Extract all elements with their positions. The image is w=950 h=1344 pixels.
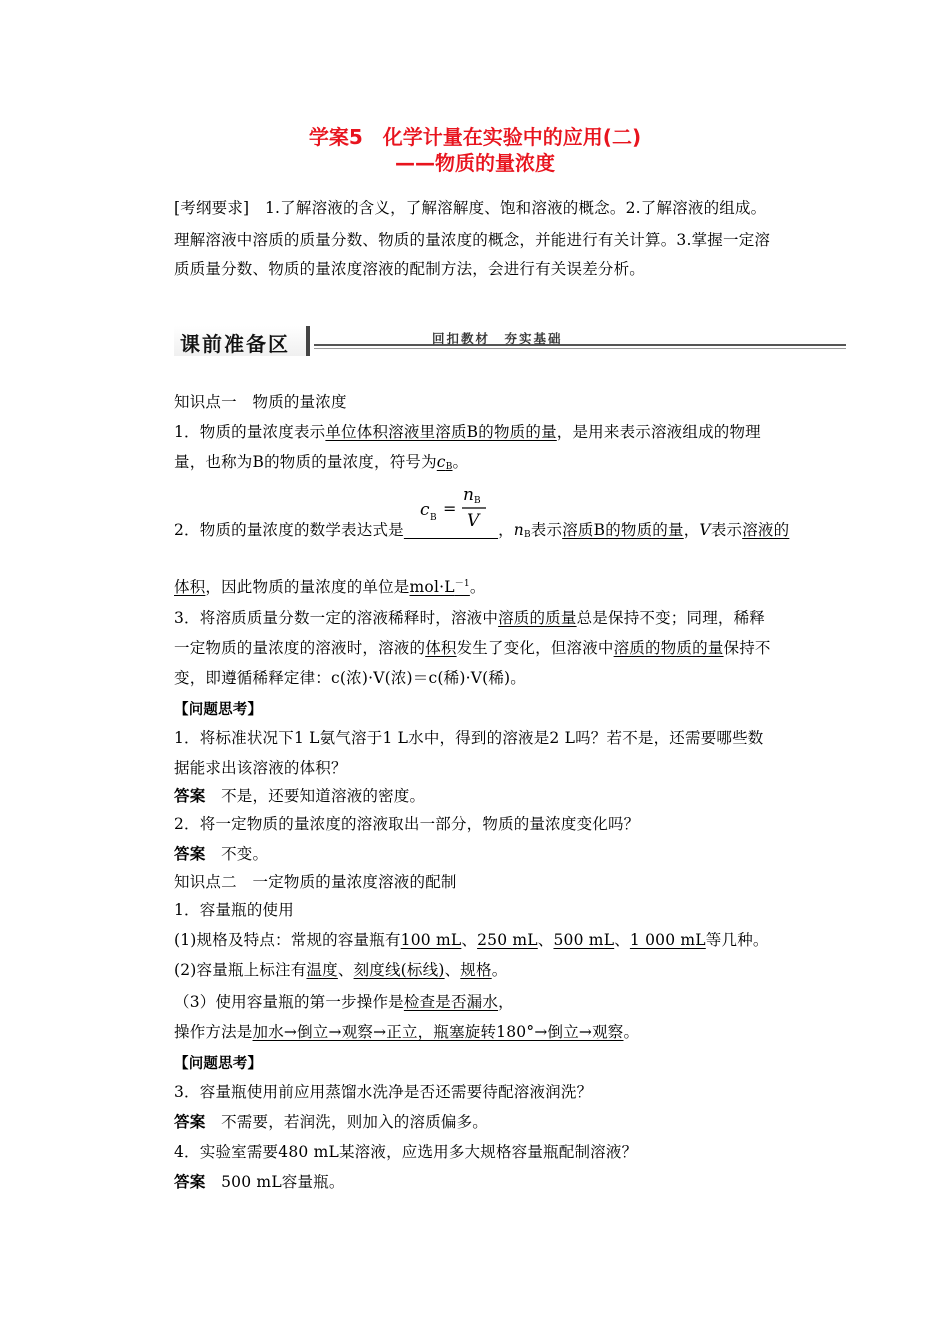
answer-underline: 溶质的物质的量 (613, 639, 724, 657)
question-4: 4．实验室需要480 mL某溶液，应选用多大规格容量瓶配制溶液？ (174, 1143, 638, 1161)
answer-3: 答案 不需要，若润洗，则加入的溶质偏多。 (174, 1113, 489, 1131)
requirements-label: [考纲要求] (174, 199, 250, 217)
formula-numerator: n (463, 485, 474, 505)
dilution-law: c(浓)·V(浓)＝c(稀)·V(稀)。 (331, 669, 526, 687)
formula-numerator-sub: B (474, 496, 481, 506)
requirements-line-2: 理解溶液中溶质的质量分数、物质的量浓度的概念，并能进行有关计算。3.掌握一定溶 (174, 231, 771, 249)
answer-underline: $c_B$ (436, 453, 453, 472)
answer-underline: 刻度线(标线) (353, 961, 445, 979)
answer-underline: 250 mL (477, 931, 538, 949)
answer-underline: 体积 (174, 578, 206, 597)
k2-line-2: (2)容量瓶上标注有温度、刻度线(标线)、规格。 (174, 961, 508, 979)
k1-p1-line2: 量，也称为B的物质的量浓度，符号为$c_B$。 (174, 453, 469, 472)
banner-label-box (174, 326, 310, 356)
k2-line-1: (1)规格及特点：常规的容量瓶有100 mL、250 mL、500 mL、1 000 mL等几种。 (174, 931, 769, 949)
page-title: 学案5 化学计量在实验中的应用(二) (308, 125, 642, 149)
answer-1: 答案 不是，还要知道溶液的密度。 (174, 787, 426, 805)
k1-p2-line1: 2．物质的量浓度的数学表达式是 ，$n_B$表示溶质B的物质的量，V表示溶液的 (174, 521, 790, 540)
answer-underline: 500 mL (553, 931, 615, 949)
answer-underline: 100 mL (400, 931, 462, 949)
k2-line-3: （3）使用容量瓶的第一步操作是检查是否漏水， (174, 993, 514, 1011)
banner-rule-thin (314, 348, 846, 349)
k1-p1-line1: 1．物质的量浓度表示单位体积溶液里溶质B的物质的量，是用来表示溶液组成的物理 (174, 423, 761, 441)
k1-p2-line2: 体积，因此物质的量浓度的单位是$mol\cdot L^{-1}$。 (174, 578, 486, 597)
section-banner (174, 326, 846, 358)
banner-label: 课前准备区 (180, 332, 290, 356)
requirements-line-1: [考纲要求] 1.了解溶液的含义，了解溶解度、饱和溶液的概念。2.了解溶液的组成。 (174, 199, 767, 217)
answer-underline: 溶质的质量 (498, 609, 577, 627)
page-subtitle: ——物质的量浓度 (395, 151, 555, 175)
think-label-2: 【问题思考】 (174, 1056, 263, 1072)
answer-underline: 1 000 mL (629, 931, 706, 949)
think-label-1: 【问题思考】 (174, 702, 263, 718)
answer-label: 答案 (174, 787, 206, 805)
answer-underline: 体积 (425, 639, 457, 657)
answer-label: 答案 (174, 1173, 206, 1191)
answer-underline: 规格 (460, 961, 492, 979)
question-1-line1: 1．将标准状况下1 L氨气溶于1 L水中，得到的溶液是2 L吗？若不是，还需要哪些数 (174, 729, 764, 747)
k1-heading: 知识点一 物质的量浓度 (174, 393, 347, 411)
k1-p3-line2: 一定物质的量浓度的溶液时，溶液的体积发生了变化，但溶液中溶质的物质的量保持不 (174, 639, 771, 657)
k2-heading: 知识点二 一定物质的量浓度溶液的配制 (174, 873, 457, 891)
formula-equals: = (443, 499, 457, 518)
banner-subtitle: 回扣教材 夯实基础 (432, 331, 563, 346)
answer-label: 答案 (174, 1113, 206, 1131)
formula-lhs-sub: B (430, 513, 437, 523)
k1-p3-line3: 变，即遵循稀释定律：c(浓)·V(浓)＝c(稀)·V(稀)。 (174, 669, 526, 687)
question-1-line2: 据能求出该溶液的体积？ (174, 759, 347, 777)
requirements-line-3: 质质量分数、物质的量浓度溶液的配制方法，会进行有关误差分析。 (174, 260, 646, 278)
answer-2: 答案 不变。 (174, 845, 269, 863)
answer-underline: $mol\cdot L^{-1}$ (409, 578, 470, 597)
answer-4: 答案 500 mL容量瓶。 (174, 1173, 345, 1191)
formula-lhs: c (420, 500, 430, 520)
answer-label: 答案 (174, 845, 206, 863)
k2-section-1: 1．容量瓶的使用 (174, 901, 294, 919)
answer-underline: 单位体积溶液里溶质B的物质的量 (325, 423, 557, 441)
answer-underline: 检查是否漏水 (403, 993, 499, 1011)
answer-underline: 加水→倒立→观察→正立，瓶塞旋转180°→倒立→观察 (252, 1023, 624, 1041)
answer-underline: 温度 (306, 961, 338, 979)
k2-line-4: 操作方法是加水→倒立→观察→正立，瓶塞旋转180°→倒立→观察。 (174, 1023, 640, 1041)
formula-denominator: V (467, 511, 480, 531)
k1-p3-line1: 3．将溶质质量分数一定的溶液稀释时，溶液中溶质的质量总是保持不变；同理，稀释 (174, 609, 765, 627)
answer-underline: 溶质B的物质的量 (562, 521, 684, 539)
formula-blank (404, 521, 498, 539)
question-2: 2．将一定物质的量浓度的溶液取出一部分，物质的量浓度变化吗？ (174, 815, 640, 833)
question-3: 3．容量瓶使用前应用蒸馏水洗净是否还需要待配溶液润洗？ (174, 1083, 593, 1101)
answer-underline: 溶液的 (742, 521, 790, 539)
banner-rule (314, 344, 846, 346)
